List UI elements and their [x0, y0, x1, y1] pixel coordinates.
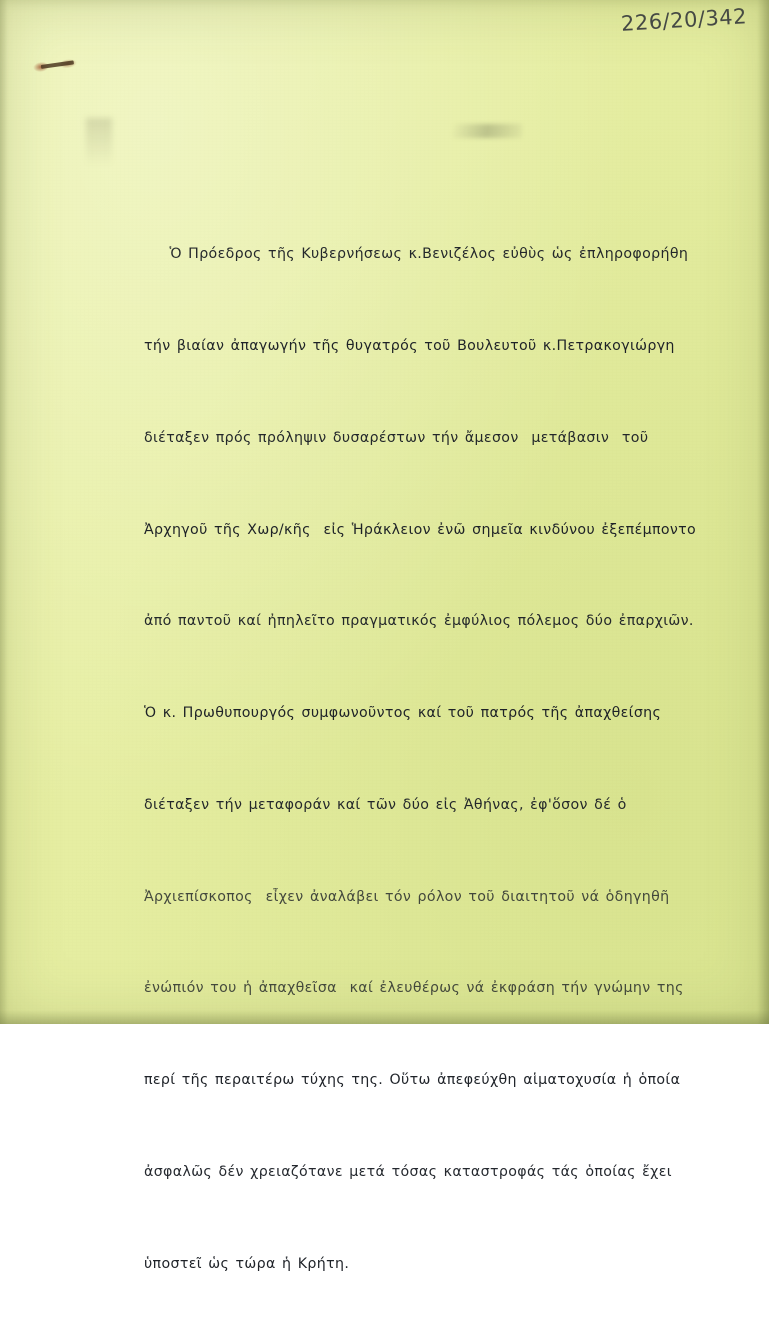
- body-line: Ἀρχιεπίσκοπος εἶχεν ἀναλάβει τόν ρόλον τοῦ διαιτητοῦ νά ὁδηγηθῆ: [144, 888, 670, 905]
- ink-smudge-left: [86, 118, 112, 166]
- body-line: Ὁ Πρόεδρος τῆς Κυβερνήσεως κ.Βενιζέλος εὐθὺς ὡς ἐπληροφορήθη: [144, 246, 689, 263]
- body-line: ἀπό παντοῦ καί ἠπηλεῖτο πραγματικός ἐμφύλιος πόλεμος δύο ἐπαρχιῶν.: [144, 613, 694, 630]
- scan-edge-left: [0, 0, 8, 1024]
- body-line: Ὁ κ. Πρωθυπουργός συμφωνοῦντος καί τοῦ πατρός τῆς ἀπαχθείσης: [144, 705, 662, 722]
- body-line: περί τῆς περαιτέρω τύχης της. Οὕτω ἀπεφεύχθη αἱματοχυσία ἡ ὁποία: [144, 1072, 681, 1089]
- ink-smudge-upper: [452, 124, 522, 138]
- body-line: Ἀρχηγοῦ τῆς Χωρ/κῆς εἰς Ἡράκλειον ἐνῶ σημεῖα κινδύνου ἐξεπέμποντο: [144, 521, 697, 538]
- scan-edge-right: [757, 0, 769, 1024]
- body-line: ἐνώπιόν του ἡ ἀπαχθεῖσα καί ἐλευθέρως νά ἐκφράση τήν γνώμην της: [144, 980, 684, 997]
- rust-stain-right: [58, 58, 77, 69]
- body-line: ἀσφαλῶς δέν χρειαζότανε μετά τόσας καταστροφάς τάς ὁποίας ἔχει: [144, 1164, 672, 1180]
- staple-mark-icon: [32, 57, 77, 74]
- body-line: διέταξεν τήν μεταφοράν καί τῶν δύο εἰς Ἀθήνας, ἐφ'ὅσον δέ ὁ: [144, 796, 627, 813]
- body-line: ὑποστεῖ ὡς τώρα ἡ Κρήτη.: [144, 1255, 350, 1272]
- document-body-text: [144, 178, 734, 1341]
- archive-reference-text: 226/20/342: [620, 4, 748, 36]
- rust-stain-left: [32, 61, 49, 73]
- archive-reference-number: [620, 4, 747, 36]
- body-line: διέταξεν πρός πρόληψιν δυσαρέστων τήν ἄμεσον μετάβασιν τοῦ: [144, 429, 649, 446]
- body-line: τήν βιαίαν ἀπαγωγήν τῆς θυγατρός τοῦ Βουλευτοῦ κ.Πετρακογιώργη: [144, 337, 675, 354]
- staple-bar: [41, 60, 74, 69]
